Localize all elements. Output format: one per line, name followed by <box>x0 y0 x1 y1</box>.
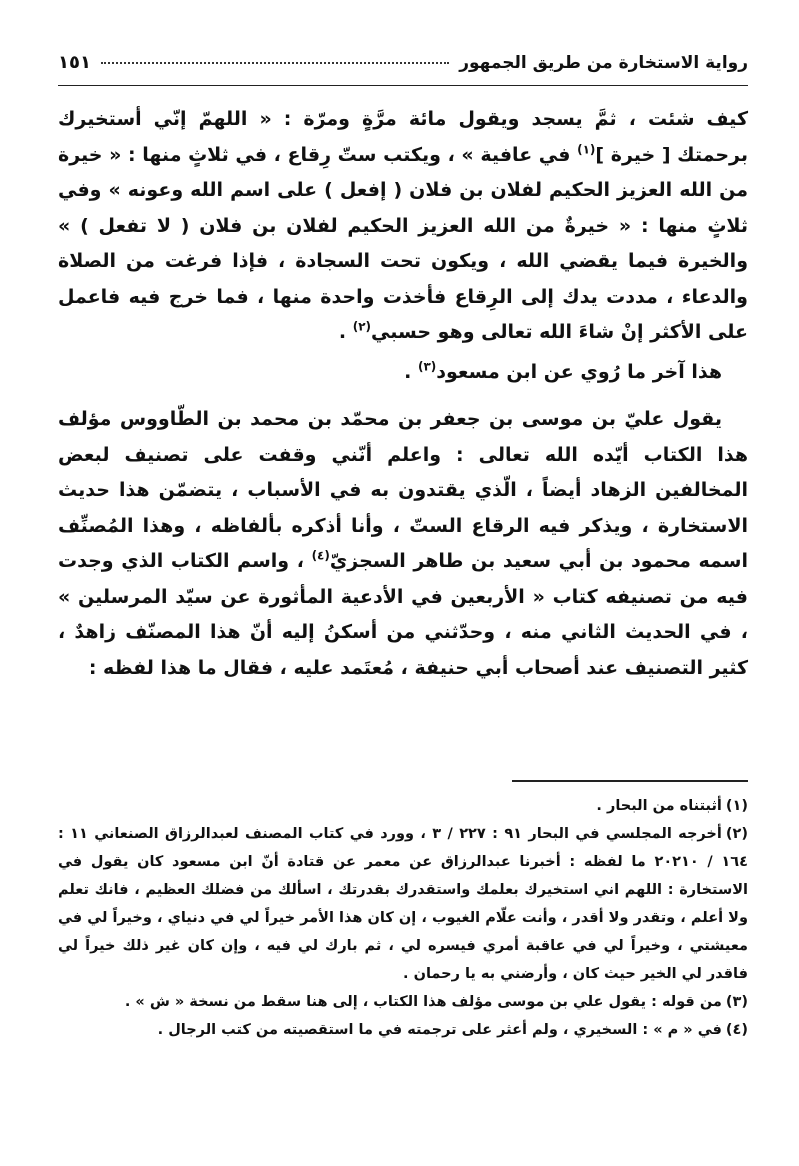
main-text <box>58 102 748 686</box>
book-page <box>58 52 748 1038</box>
footnote-3 <box>58 988 748 1016</box>
footnote-ref-1: (١) <box>577 142 596 157</box>
header-title: رواية الاستخارة من طريق الجمهور <box>459 53 748 73</box>
footnote-4-text: في « م » : السخيري ، ولم أعثر على ترجمته في ما استقصيته من كتب الرجال . <box>157 1022 722 1038</box>
footnote-3-text: من قوله : يقول علي بن موسى مؤلف هذا الكتاب ، إلى هنا سقط من نسخة « ش » . <box>124 994 722 1010</box>
footnote-4-label: (٤) <box>725 1022 748 1038</box>
footnote-ref-2: (٢) <box>352 319 371 334</box>
footnote-ref-3: (٣) <box>417 359 437 374</box>
page-number: ١٥١ <box>58 52 91 73</box>
paragraph-3 <box>58 402 748 686</box>
footnote-separator <box>512 780 748 782</box>
footnote-3-label: (٣) <box>725 994 748 1010</box>
footnote-2-text: أخرجه المجلسي في البحار ٩١ : ٢٢٧ / ٣ ، وورد في كتاب المصنف لعبدالرزاق الصنعاني ١١ : ١٦٤ / ٢٠٢١٠ ما لفظه : أخبرنا عبدالرزاق عن معمر عن قتادة أنّ ابن مسعود كان يقول في الاستخارة : اللهم اني استخيرك بعلمك واستقدرك بقدرتك ، اسألك من فضلك العظيم ، فانك تعلم ولا أعلم ، وتقدر ولا أقدر ، وأنت علّام الغيوب ، إن كان هذا الأمر خيراً لي في دنياي ، وخيراً لي في معيشتي ، وخيراً لي في عاقبة أمري فيسره لي ، ثم بارك لي فيه ، وإن كان غير ذلك خيراً لي فاقدر لي الخير حيث كان ، وأرضني به يا رحمان . <box>58 826 748 982</box>
dotted-leader <box>101 62 449 64</box>
footnotes <box>58 792 748 1044</box>
paragraph-1-text-cont: في عافية » ، ويكتب ستّ رِقاع ، في ثلاثٍ منها : « خيرة من الله العزيز الحكيم لفلان بن فلان ( إفعل ) على اسم الله وعونه » وفي ثلاثٍ منها : « خيرةٌ من الله العزيز الحكيم لفلان بن فلان ( لا تفعل ) » والخيرة فيما يقضي الله ، ويكون تحت السجادة ، فإذا فرغت من الصلاة والدعاء ، مددت يدك إلى الرِقاع فأخذت واحدة منها ، فما خرج فيه فاعمل على الأكثر إنْ شاءَ الله تعالى وهو حسبي <box>58 143 748 343</box>
paragraph-2-end: . <box>404 360 418 383</box>
footnote-1-text: أثبتناه من البحار . <box>596 798 722 814</box>
paragraph-2 <box>58 355 748 391</box>
paragraph-1-end: . <box>338 321 353 343</box>
running-header <box>58 52 748 86</box>
paragraph-3-text: يقول عليّ بن موسى بن جعفر بن محمّد بن محمد بن الطّاووس مؤلف هذا الكتاب أيّده الله تعالى : واعلم أنّني وقفت على تصنيف لبعض المخالفين الزهاد أيضاً ، الّذي يقتدون به في الأسباب ، يتضمّن هذا حديث الاستخارة ، ويذكر فيه الرقاع الستّ ، وأنا أذكره بألفاظه ، وهذا المُصنِّف اسمه محمود بن أبي سعيد بن طاهر السجزيّ <box>58 408 748 572</box>
paragraph-3-text-cont: ، واسم الكتاب الذي وجدت فيه من تصنيفه كتاب « الأربعين في الأدعية المأثورة عن سيّد المرسلين » ، في الحديث الثاني منه ، وحدّثني من أسكنُ إليه أنّ هذا المصنّف زاهدٌ ، كثير التصنيف عند أصحاب أبي حنيفة ، مُعتَمد عليه ، فقال ما هذا لفظه : <box>58 550 748 679</box>
footnote-1-label: (١) <box>725 798 748 814</box>
footnote-ref-4: (٤) <box>311 548 330 563</box>
footnote-4 <box>58 1016 748 1044</box>
footnote-1 <box>58 792 748 820</box>
paragraph-1 <box>58 102 748 351</box>
footnote-2-label: (٢) <box>725 826 748 842</box>
paragraph-1-text: كيف شئت ، ثمَّ يسجد ويقول مائة مرَّةٍ ومرّة : « اللهمّ إنّي أستخيرك برحمتك [ خيرة ] <box>58 108 748 166</box>
paragraph-2-text: هذا آخر ما رُوي عن ابن مسعود <box>436 360 722 383</box>
footnote-2 <box>58 820 748 988</box>
